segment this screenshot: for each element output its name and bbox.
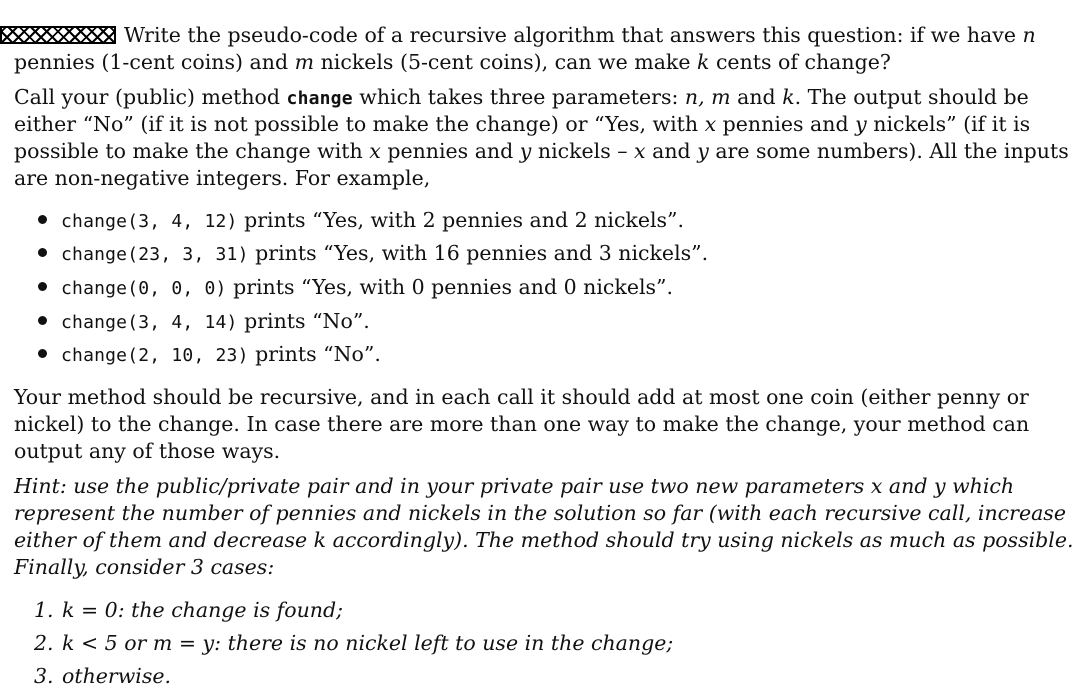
example-item	[38, 274, 738, 302]
case-text: = 0: the change is found;	[74, 598, 344, 622]
intro-text: pennies (1-cent coins) and	[14, 50, 295, 74]
case-text: < 5 or	[74, 631, 153, 655]
hint-text: and	[882, 474, 934, 498]
para2-text: and	[730, 85, 783, 109]
para2-text: either “No” (if it is not possible to make the change) or “Yes, with	[14, 112, 705, 136]
para2-line-4: are non-negative integers. For example,	[14, 166, 431, 190]
para3-line-1: Your method should be recursive, and in each call it should add at most one coin (either penny or	[14, 385, 1029, 409]
var-k: k	[782, 85, 795, 109]
hint-line-4: Finally, consider 3 cases:	[14, 555, 275, 579]
var-m: m	[152, 631, 173, 655]
var-y: y	[933, 474, 946, 498]
example-text: prints “No”.	[237, 309, 370, 333]
intro-text: Write the pseudo-code of a recursive algorithm that answers this question: if we have	[124, 23, 1023, 47]
var-y: y	[697, 139, 709, 163]
example-item	[38, 240, 738, 268]
case-number: 1.	[34, 598, 54, 622]
hint-line-1	[14, 473, 1015, 500]
var-y: y	[855, 112, 867, 136]
intro-text: nickels (5-cent coins), can we make	[314, 50, 697, 74]
var-y: y	[519, 139, 532, 163]
bullet-icon	[38, 282, 47, 291]
para2-text: . The output should be	[794, 85, 1029, 109]
para3-line-2: nickel) to the change. In case there are more than one way to make the change, your method can	[14, 412, 1030, 436]
case-number: 2.	[34, 631, 54, 655]
hint-text: which	[945, 474, 1015, 498]
bullet-icon	[38, 248, 47, 257]
var-n: n	[1022, 23, 1036, 47]
para2-text: nickels” (if it is	[866, 112, 1031, 136]
var-k: k	[62, 598, 75, 622]
case-text: otherwise.	[62, 664, 171, 688]
para3-line-3: output any of those ways.	[14, 439, 281, 463]
example-item	[38, 341, 738, 369]
case-item	[34, 663, 834, 690]
var-x: x	[634, 139, 646, 163]
para2-text: which takes three parameters:	[352, 85, 685, 109]
var-m: m	[294, 50, 315, 74]
para2-text: are some numbers). All the inputs	[708, 139, 1069, 163]
var-x: x	[704, 112, 717, 136]
para2-text: possible to make the change with	[14, 139, 370, 163]
para2-line-2	[14, 111, 1031, 138]
intro-text: cents of change?	[709, 50, 891, 74]
case-text: =	[172, 631, 203, 655]
example-code: change(2, 10, 23)	[61, 345, 249, 366]
hint-line-3: either of them and decrease k accordingly). The method should try using nickels as much as possible.	[14, 528, 1073, 552]
example-item	[38, 207, 738, 235]
example-text: prints “No”.	[248, 342, 381, 366]
para2-line-3	[14, 138, 1069, 165]
para2-line-1	[14, 84, 1029, 112]
case-item	[34, 597, 834, 624]
var-x: x	[369, 139, 381, 163]
para2-text: and	[645, 139, 698, 163]
example-code: change(3, 4, 14)	[61, 312, 238, 333]
bullet-icon	[38, 316, 47, 325]
case-item	[34, 630, 834, 657]
bullet-icon	[38, 349, 47, 358]
para2-text: pennies and	[380, 139, 520, 163]
para2-text: nickels –	[531, 139, 635, 163]
hint-line-2: represent the number of pennies and nickels in the solution so far (with each recursive call, increase	[14, 501, 1066, 525]
example-text: prints “Yes, with 0 pennies and 0 nickels”.	[226, 275, 674, 299]
para2-text: pennies and	[716, 112, 856, 136]
example-code: change(3, 4, 12)	[61, 211, 238, 232]
case-text: : there is no nickel left to use in the change;	[214, 631, 674, 655]
example-text: prints “Yes, with 16 pennies and 3 nickels”.	[248, 241, 709, 265]
redacted-label-badge	[0, 26, 116, 44]
intro-line-1	[124, 22, 1036, 49]
example-code: change(0, 0, 0)	[61, 278, 227, 299]
bullet-icon	[38, 215, 47, 224]
example-item	[38, 308, 738, 336]
var-nm: n, m	[684, 85, 731, 109]
var-x: x	[870, 474, 883, 498]
var-k: k	[62, 631, 75, 655]
var-y: y	[202, 631, 215, 655]
example-code: change(23, 3, 31)	[61, 244, 249, 265]
para2-text: Call your (public) method	[14, 85, 287, 109]
case-number: 3.	[34, 664, 54, 688]
code-change: change	[286, 88, 353, 109]
hint-text: Hint: use the public/private pair and in your private pair use two new parameters	[14, 474, 871, 498]
intro-line-2	[14, 49, 984, 76]
example-text: prints “Yes, with 2 pennies and 2 nickels”.	[237, 208, 685, 232]
var-k: k	[697, 50, 710, 74]
